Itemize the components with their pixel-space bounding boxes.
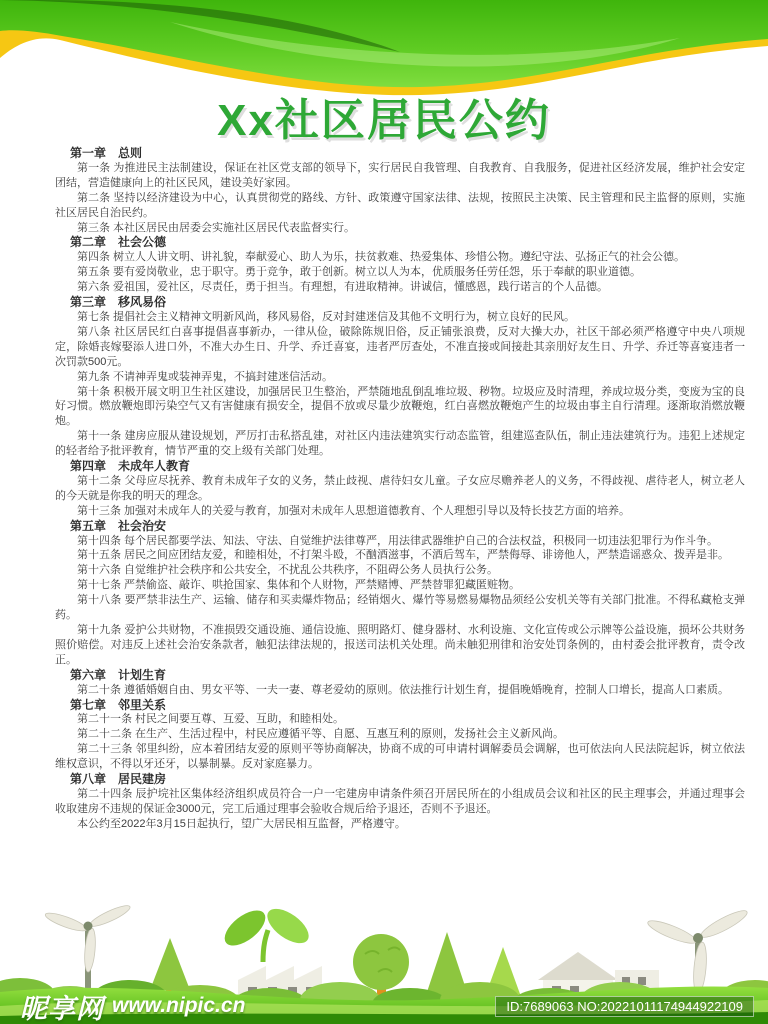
header-swoosh-graphic	[0, 0, 768, 96]
article-paragraph: 第七条 提倡社会主义精神文明新风尚，移风易俗，反对封建迷信及其他不文明行为，树立良好的民风。	[77, 310, 576, 323]
article-paragraph: 第三条 本社区居民由居委会实施社区居民代表监督实行。	[77, 221, 356, 234]
chapter-section	[55, 668, 745, 698]
article-paragraph: 第十条 积极开展文明卫生社区建设，加强居民卫生整治，严禁随地乱倒乱堆垃圾、秽物。垃圾应及时清理，养成垃圾分类，变废为宝的良好习惯。燃放鞭炮即污染空气又有害健康有损安全，提倡不放或尽量少放鞭炮，红白喜燃放鞭炮产生的垃圾由事主自行清理。逐渐取消燃放鞭炮。	[55, 385, 745, 428]
article-paragraph: 第九条 不请神弄鬼或装神弄鬼，不搞封建迷信活动。	[77, 370, 334, 383]
article-paragraph: 第十五条 居民之间应团结友爱，和睦相处，不打架斗殴，不酗酒滋事，不酒后驾车，严禁侮辱、诽谤他人，严禁造谣惑众、拨弄是非。	[77, 549, 730, 562]
chapter-section	[55, 295, 745, 459]
watermark	[20, 991, 246, 1024]
image-id-badge: ID:7689063 NO:20221011174944922109	[495, 996, 754, 1017]
article-paragraph: 第十七条 严禁偷盗、敲诈、哄抢国家、集体和个人财物，严禁赌博、严禁替罪犯藏匿赃物。	[77, 579, 521, 592]
sprout-icon	[219, 902, 315, 962]
site-url: www.nipic.cn	[112, 994, 246, 1017]
chapter-heading: 第五章 社会治安	[70, 518, 167, 533]
article-paragraph: 第四条 树立人人讲文明、讲礼貌，奉献爱心、助人为乐，扶贫救难、热爱集体、珍惜公物。遵纪守法、弘扬正气的社会公德。	[77, 251, 686, 264]
article-paragraph: 第十三条 加强对未成年人的关爱与教育，加强对未成年人思想道德教育、个人理想引导以及特长技艺方面的培养。	[77, 504, 631, 517]
chapter-heading: 第三章 移风易俗	[70, 295, 167, 310]
chapter-section	[55, 235, 745, 295]
chapter-section	[55, 772, 745, 832]
article-paragraph: 第二十一条 村民之间要互尊、互爱、互助，和睦相处。	[77, 713, 345, 726]
chapter-heading: 第七章 邻里关系	[70, 697, 167, 712]
article-paragraph: 第一条 为推进民主法制建设，保证在社区党支部的领导下，实行居民自我管理、自我教育、自我服务，促进社区经济发展，维护社会安定团结，营造健康向上的社区民风，建设美好家园。	[55, 161, 745, 189]
article-paragraph: 第二十四条 辰护垸社区集体经济组织成员符合一户一宅建房申请条件须召开居民所在的小组成员会议和社区的民主理事会，并通过理事会收取建房不违规的保证金3000元，完工后通过理事会验收合规后给予退还，否则不予退还。	[55, 787, 745, 815]
article-paragraph: 第十六条 自觉维护社会秩序和公共安全，不扰乱公共秩序，不阻碍公务人员执行公务。	[77, 564, 499, 577]
chapter-section	[55, 459, 745, 519]
nipic-logo: 昵享网	[20, 993, 104, 1024]
article-paragraph: 第二十条 遵循婚姻自由、男女平等、一夫一妻、尊老爱幼的原则。依法推行计划生育，提倡晚婚晚育，控制人口增长，提高人口素质。	[77, 683, 730, 696]
chapter-section	[55, 698, 745, 773]
article-paragraph: 第八条 社区居民红白喜事提倡喜事新办，一律从俭，破除陈规旧俗，反正铺张浪费，反对大操大办，社区干部必须严格遵守中央八项规定，除婚丧嫁娶添人进口外，不准大办生日、升学、乔迁喜宴，违者严厉查处，不准直接或间接赴其亲朋好友生日、升学、乔迁等喜宴违者一次罚款500元。	[55, 325, 745, 368]
article-paragraph: 第十一条 建房应服从建设规划，严厉打击私搭乱建，对社区内违法建筑实行动态监管，组建巡查队伍，制止违法建筑行为。违犯上述规定的轻者给予批评教育，情节严重的交上级有关部门处理。	[55, 430, 745, 458]
chapter-heading: 第一章 总则	[70, 146, 143, 160]
article-paragraph: 第十二条 父母应尽抚养、教育未成年子女的义务，禁止歧视、虐待妇女儿童。子女应尽赡养老人的义务，不得歧视、虐待老人，树立老人的今天就是你我的明天的理念。	[55, 474, 745, 502]
convention-text	[55, 146, 745, 832]
chapter-heading: 第二章 社会公德	[70, 235, 167, 250]
article-paragraph: 第六条 爱祖国，爱社区，尽责任，勇于担当。有理想，有进取精神。讲诚信，懂感恩，践行诺言的个人品德。	[77, 281, 609, 294]
article-paragraph: 第五条 要有爱岗敬业，忠于职守。勇于竞争，敢于创新。树立以人为本，优质服务任劳任怨，乐于奉献的职业道德。	[77, 266, 642, 279]
chapter-heading: 第四章 未成年人教育	[70, 459, 191, 474]
article-paragraph: 第十四条 每个居民都要学法、知法、守法、自觉维护法律尊严，用法律武器维护自己的合法权益，积极同一切违法犯罪行为作斗争。	[77, 534, 719, 547]
article-paragraph: 本公约至2022年3月15日起执行，望广大居民相互监督，严格遵守。	[77, 817, 406, 830]
chapter-section	[55, 519, 745, 668]
article-paragraph: 第二十三条 邻里纠纷，应本着团结友爱的原则平等协商解决，协商不成的可申请村调解委员会调解，也可依法向人民法院起诉，树立依法维权意识，不得以牙还牙，以暴制暴。反对家庭暴力。	[55, 743, 745, 771]
chapter-section	[55, 146, 745, 235]
chapter-heading: 第八章 居民建房	[70, 772, 167, 787]
article-paragraph: 第二十二条 在生产、生活过程中，村民应遵循平等、自愿、互惠互利的原则，发扬社会主义新风尚。	[77, 728, 565, 741]
article-paragraph: 第十九条 爱护公共财物，不准损毁交通设施、通信设施、照明路灯、健身器材、水利设施、文化宣传或公示牌等公益设施，损坏公共财务照价赔偿。对违反上述社会治安条款者，触犯法律法规的，报送司法机关处理。尚未触犯刑律和治安处罚条例的，由村委会批评教育，责令改正。	[55, 624, 745, 666]
chapter-heading: 第六章 计划生育	[70, 667, 167, 682]
page-title: Xx社区居民公约	[217, 96, 551, 145]
article-paragraph: 第十八条 要严禁非法生产、运输、储存和买卖爆炸物品；经销烟火、爆竹等易燃易爆物品须经公安机关等有关部门批准。不得私藏枪支弹药。	[55, 594, 745, 622]
article-paragraph: 第二条 坚持以经济建设为中心，认真贯彻党的路线、方针、政策遵守国家法律、法规，按照民主决策、民主管理和民主监督的原则，实施社区居民自治民约。	[55, 191, 745, 219]
